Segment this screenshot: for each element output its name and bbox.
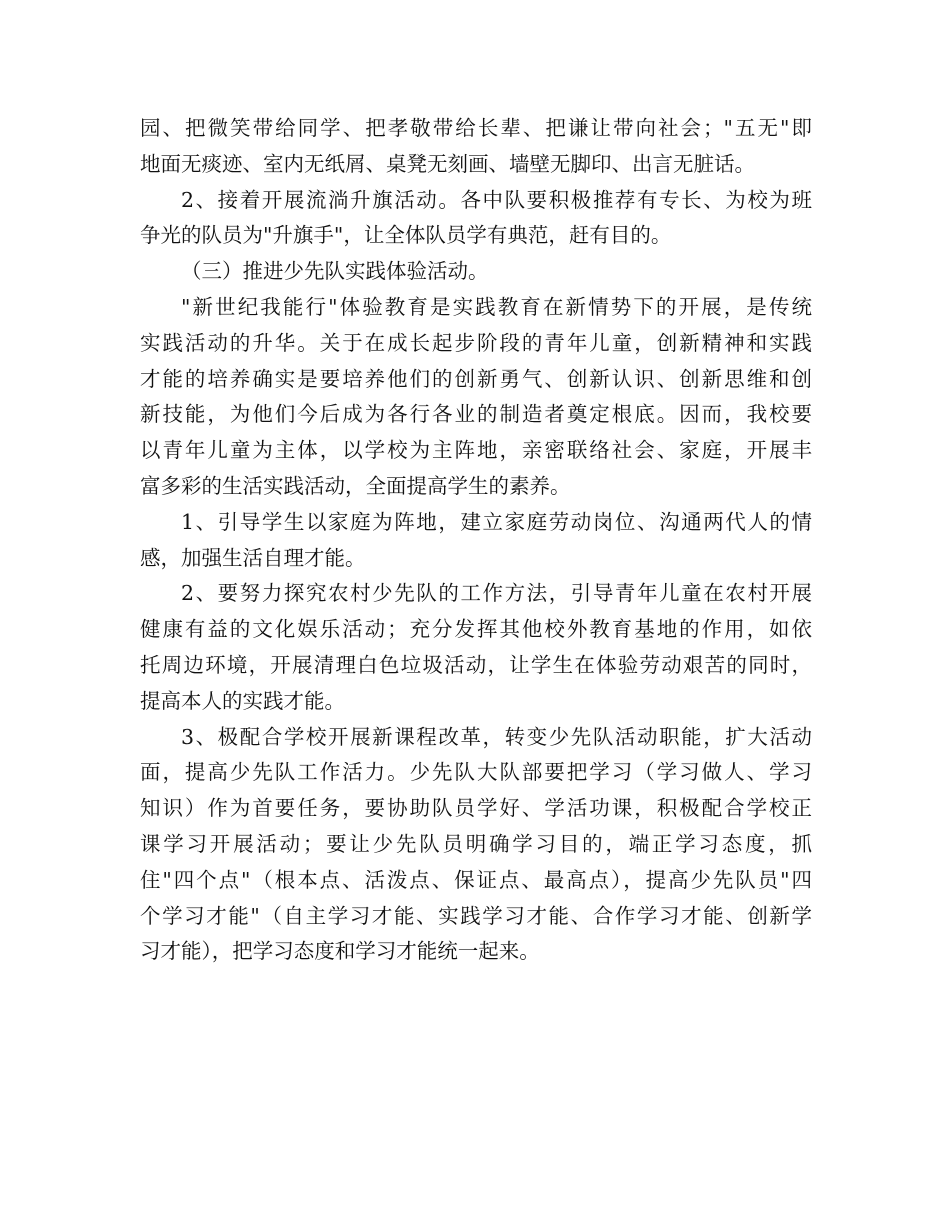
text-line: "新世纪我能行"体验教育是实践教育在新情势下的开展，是传统 — [181, 294, 812, 319]
text-line: 知识）作为首要任务，要协助队员学好、学活功课，积极配合学校正 — [140, 796, 812, 821]
text-line: 习才能），把学习态度和学习才能统一起来。 — [140, 939, 540, 964]
text-line: 课学习开展活动；要让少先队员明确学习目的，端正学习态度，抓 — [140, 831, 812, 856]
text-line: 园、把微笑带给同学、把孝敬带给长辈、把谦让带向社会；"五无"即 — [140, 116, 812, 140]
text-line: 住"四个点"（根本点、活泼点、保证点、最高点），提高少先队员"四 — [140, 867, 812, 892]
text-line: 才能的培养确实是要培养他们的创新勇气、创新认识、创新思维和创 — [140, 366, 812, 391]
text-line: 1、引导学生以家庭为阵地，建立家庭劳动岗位、沟通两代人的情 — [181, 509, 812, 534]
text-line: 托周边环境，开展清理白色垃圾活动，让学生在体验劳动艰苦的同时， — [140, 652, 812, 677]
text-line: 实践活动的升华。关于在成长起步阶段的青年儿童，创新精神和实践 — [140, 330, 812, 355]
text-line: （三）推进少先队实践体验活动。 — [181, 259, 489, 284]
text-line: 感，加强生活自理才能。 — [140, 545, 366, 570]
text-line: 以青年儿童为主体，以学校为主阵地，亲密联络社会、家庭，开展丰 — [140, 438, 812, 463]
text-line: 健康有益的文化娱乐活动；充分发挥其他校外教育基地的作用，如依 — [140, 617, 812, 642]
text-line: 2、接着开展流淌升旗活动。各中队要积极推荐有专长、为校为班 — [181, 187, 812, 212]
text-line: 富多彩的生活实践活动，全面提高学生的素养。 — [140, 473, 571, 498]
text-line: 面，提高少先队工作活力。少先队大队部要把学习（学习做人、学习 — [140, 760, 812, 785]
text-line: 新技能，为他们今后成为各行各业的制造者奠定根底。因而，我校要 — [140, 402, 812, 427]
text-line: 3、极配合学校开展新课程改革，转变少先队活动职能，扩大活动 — [181, 724, 812, 749]
text-line: 地面无痰迹、室内无纸屑、桌凳无刻画、墙壁无脚印、出言无脏话。 — [140, 151, 755, 176]
text-line: 提高本人的实践才能。 — [140, 688, 345, 713]
text-line: 个学习才能"（自主学习才能、实践学习才能、合作学习才能、创新学 — [140, 903, 812, 928]
text-line: 2、要努力探究农村少先队的工作方法，引导青年儿童在农村开展 — [181, 581, 812, 606]
document-body — [140, 111, 812, 970]
text-line: 争光的队员为"升旗手"，让全体队员学有典范，赶有目的。 — [140, 223, 672, 248]
